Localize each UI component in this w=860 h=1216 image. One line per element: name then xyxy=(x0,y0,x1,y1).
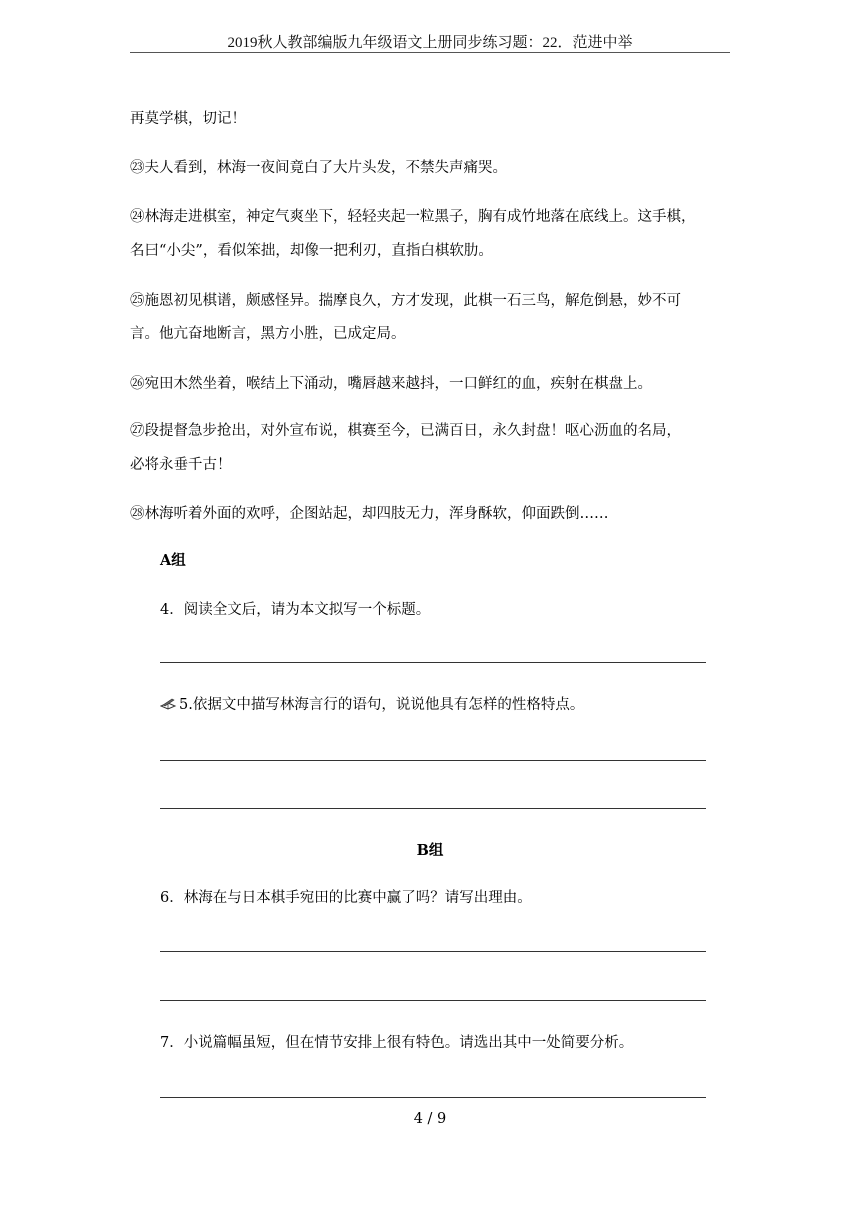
paragraph-25-line2: 言。他亢奋地断言，黑方小胜，已成定局。 xyxy=(130,326,406,342)
header-rule xyxy=(130,52,730,53)
answer-line[interactable] xyxy=(160,951,706,952)
pen-book-icon xyxy=(160,696,178,708)
paragraph-28: ㉘林海听着外面的欢呼，企图站起，却四肢无力，浑身酥软，仰面跌倒…… xyxy=(130,506,609,522)
paragraph-27-line2: 必将永垂千古！ xyxy=(130,457,232,473)
answer-line[interactable] xyxy=(160,662,706,663)
paragraph-23: ㉓夫人看到，林海一夜间竟白了大片头发，不禁失声痛哭。 xyxy=(130,160,507,176)
answer-line[interactable] xyxy=(160,760,706,761)
group-a-label: A组 xyxy=(160,552,186,569)
question-6: 6．林海在与日本棋手宛田的比赛中赢了吗？请写出理由。 xyxy=(160,890,532,906)
answer-line[interactable] xyxy=(160,1097,706,1098)
paragraph-25-line1: ㉕施恩初见棋谱，颇感怪异。揣摩良久，方才发现，此棋一石三鸟，解危倒悬，妙不可 xyxy=(130,293,681,309)
paragraph-27-line1: ㉗段提督急步抢出，对外宣布说，棋赛至今，已满百日，永久封盘！呕心沥血的名局， xyxy=(130,423,681,439)
paragraph-26: ㉖宛田木然坐着，喉结上下涌动，嘴唇越来越抖，一口鲜红的血，疾射在棋盘上。 xyxy=(130,376,652,392)
page-number: 4 / 9 xyxy=(413,1111,447,1127)
paragraph-24-line2: 名曰“小尖”，看似笨拙，却像一把利刃，直指白棋软肋。 xyxy=(130,243,493,259)
group-b-label: B组 xyxy=(416,842,444,859)
answer-line[interactable] xyxy=(160,1000,706,1001)
passage-line: 再莫学棋，切记！ xyxy=(130,111,246,127)
question-5 xyxy=(160,695,584,715)
page-header: 2019秋人教部编版九年级语文上册同步练习题：22．范进中举 xyxy=(227,35,633,51)
question-5-text: 5.依据文中描写林海言行的语句，说说他具有怎样的性格特点。 xyxy=(179,697,585,713)
answer-line[interactable] xyxy=(160,808,706,809)
paragraph-24-line1: ㉔林海走进棋室，神定气爽坐下，轻轻夹起一粒黑子，胸有成竹地落在底线上。这手棋， xyxy=(130,209,696,225)
question-7: 7．小说篇幅虽短，但在情节安排上很有特色。请选出其中一处简要分析。 xyxy=(160,1035,634,1051)
question-4: 4．阅读全文后，请为本文拟写一个标题。 xyxy=(160,602,431,618)
